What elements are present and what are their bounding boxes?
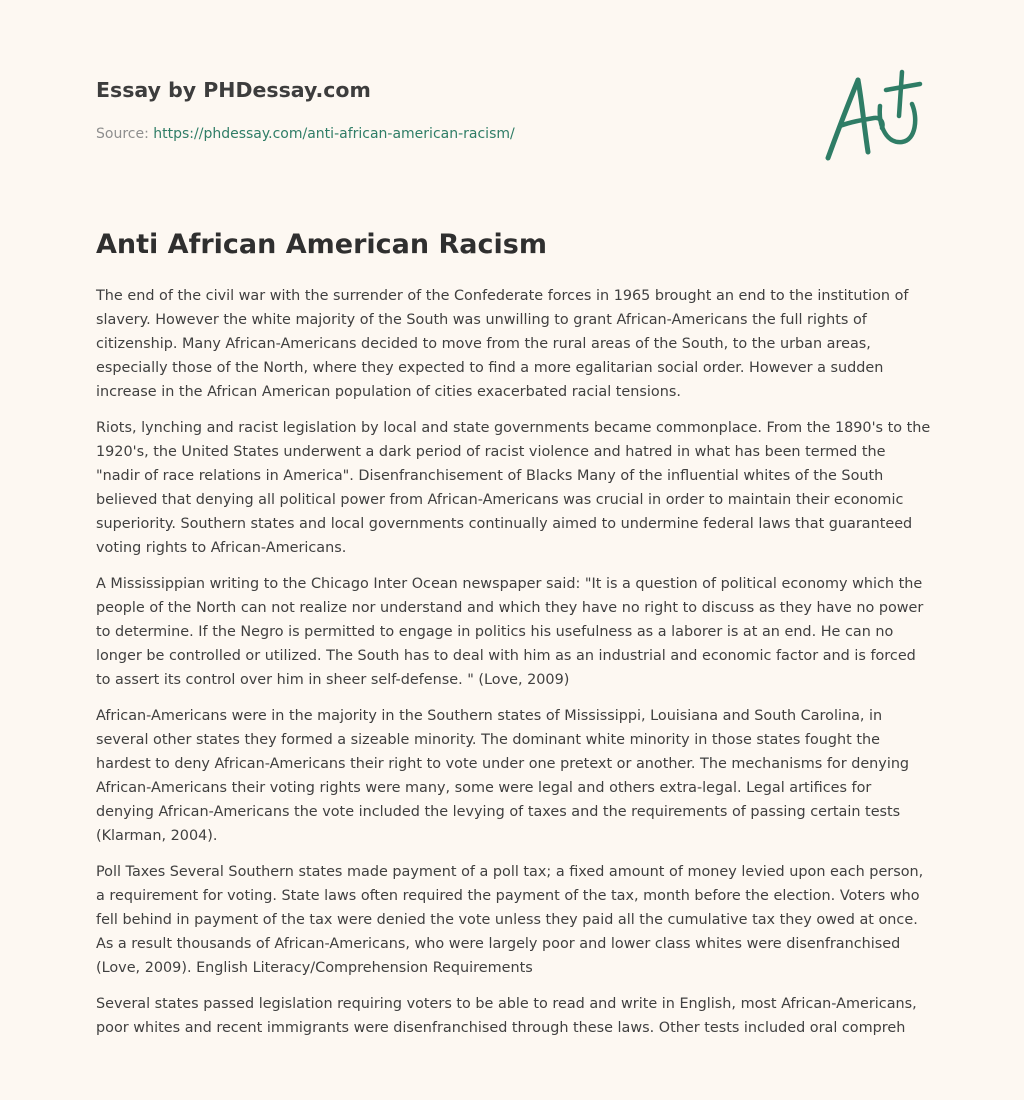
essay-paragraph: A Mississippian writing to the Chicago Inter Ocean newspaper said: "It is a question of political economy which the people of the North can not realize nor understand and which they have no right to discuss as they have no power to determine. If the Negro is permitted to engage in politics his usefulness as a laborer is at an end. He can no longer be controlled or utilized. The South has to deal with him as an industrial and economic factor and is forced to assert its control over him in sheer self-defense. " (Love, 2009) (96, 576, 924, 688)
essay-paragraph: Riots, lynching and racist legislation by local and state governments became commonplace. From the 1890's to the 1920's, the United States underwent a dark period of racist violence and hatred in what has been termed the "nadir of race relations in America". Disenfranchisement of Blacks Many of the influential whites of the South believed that denying all political power from African-Americans was crucial in order to maintain their economic superiority. Southern states and local governments continually aimed to undermine federal laws that guaranteed voting rights to African-Americans. (96, 420, 931, 556)
brand-title: Essay by PHDessay.com (96, 78, 371, 102)
source-link[interactable]: https://phdessay.com/anti-african-american-racism/ (153, 126, 515, 142)
essay-paragraph: The end of the civil war with the surrender of the Confederate forces in 1965 brought an end to the institution of slavery. However the white majority of the South was unwilling to grant African-Americans the full rights of citizenship. Many African-Americans decided to move from the rural areas of the South, to the urban areas, especially those of the North, where they expected to find a more egalitarian social order. However a sudden increase in the African American population of cities exacerbated racial tensions. (96, 288, 909, 400)
essay-title: Anti African American Racism (96, 229, 547, 260)
essay-body (96, 284, 932, 1052)
essay-paragraph: Several states passed legislation requiring voters to be able to read and write in English, most African-Americans, poor whites and recent immigrants were disenfranchised through these laws. Other tests included oral compreh (96, 996, 917, 1036)
essay-paragraph: Poll Taxes Several Southern states made payment of a poll tax; a fixed amount of money levied upon each person, a requirement for voting. State laws often required the payment of the tax, month before the election. Voters who fell behind in payment of the tax were denied the vote unless they paid all the cumulative tax they owed at once. As a result thousands of African-Americans, who were largely poor and lower class whites were disenfranchised (Love, 2009). English Literacy/Comprehension Requirements (96, 864, 924, 976)
essay-paragraph: African-Americans were in the majority in the Southern states of Mississippi, Louisiana and South Carolina, in several other states they formed a sizeable minority. The dominant white minority in those states fought the hardest to deny African-Americans their right to vote under one pretext or another. The mechanisms for denying African-Americans their voting rights were many, some were legal and others extra-legal. Legal artifices for denying African-Americans the vote included the levying of taxes and the requirements of passing certain tests (Klarman, 2004). (96, 708, 910, 844)
header (96, 76, 796, 144)
source-line (96, 124, 796, 144)
source-label: Source: (96, 126, 154, 142)
a-plus-logo-icon (818, 66, 930, 168)
